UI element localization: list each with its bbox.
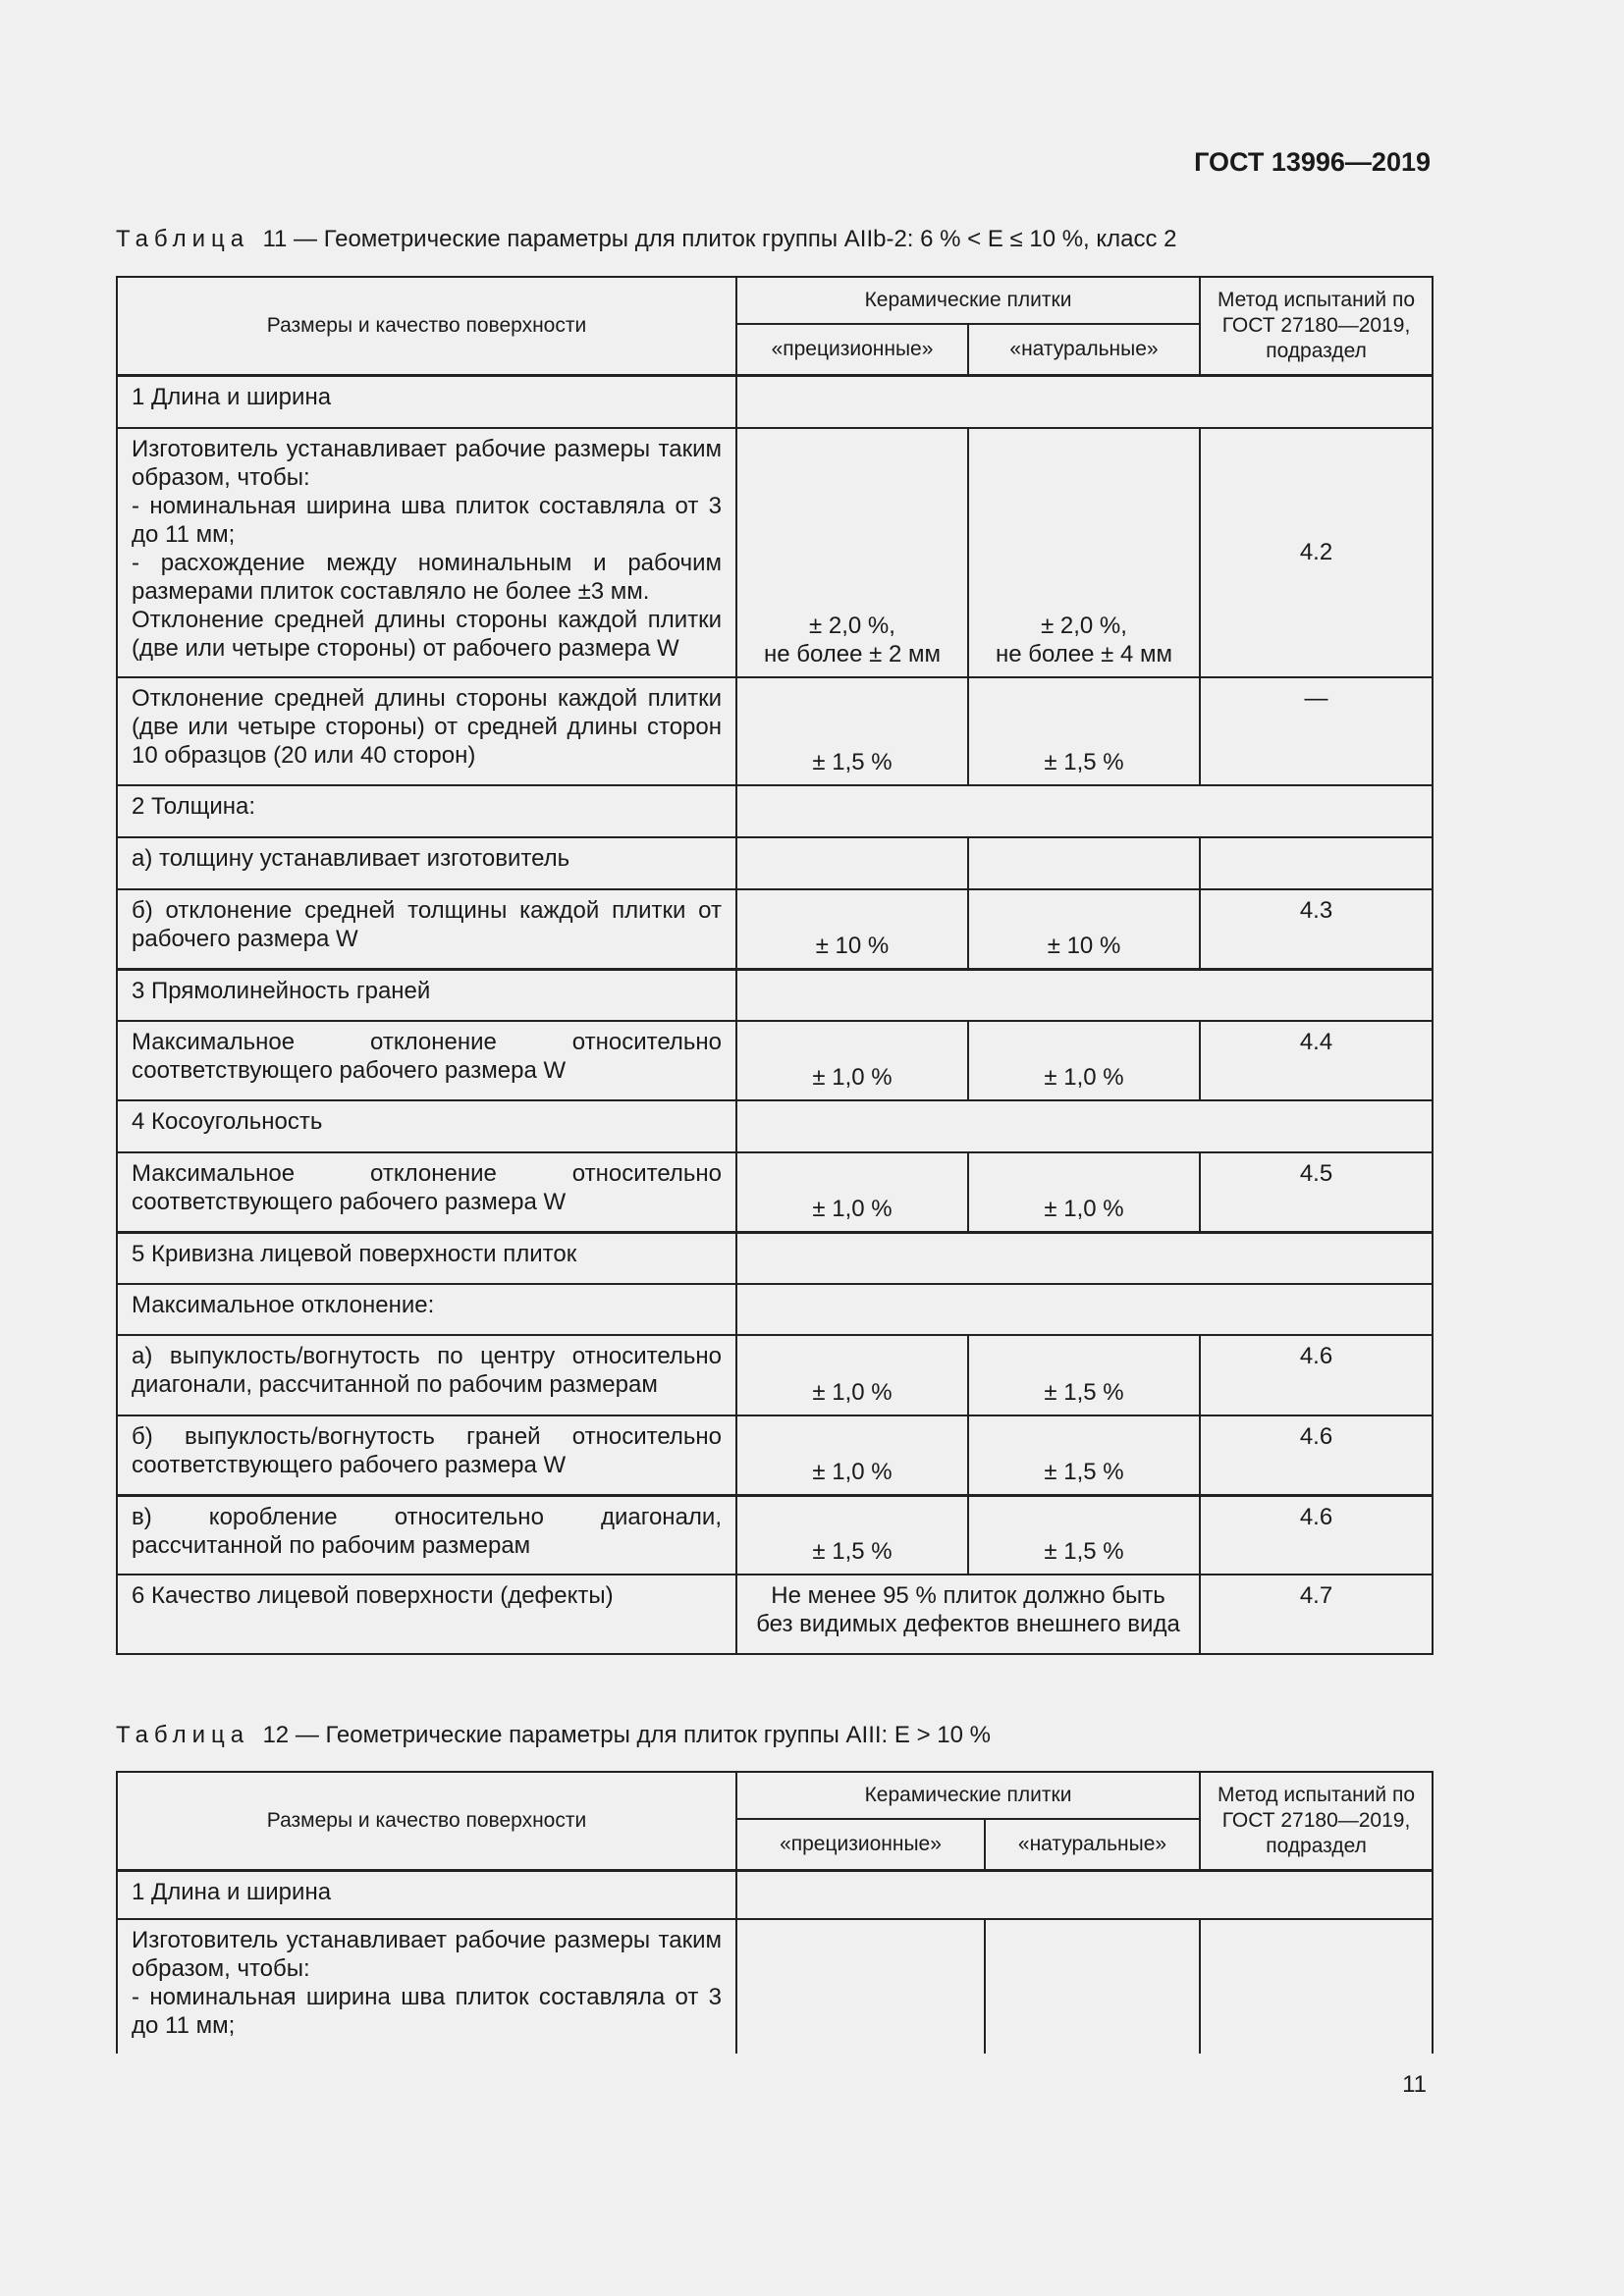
row-avg-length-text: Отклонение средней длины стороны каждой плитки (две или четыре стороны) от средней длины сторон 10 образцов (20 или 40 сторон) — [117, 677, 736, 785]
row-straightness-precision: ± 1,0 % — [736, 1021, 968, 1100]
header-test-method: Метод испытаний по ГОСТ 27180—2019, подраздел — [1200, 1772, 1433, 1870]
empty-cell — [1200, 1919, 1433, 2054]
row-edge-curvature-natural: ± 1,5 % — [968, 1415, 1200, 1495]
row-thickness-deviation-text: б) отклонение средней толщины каждой плитки от рабочего размера W — [117, 889, 736, 969]
row-working-size-text: Изготовитель устанавливает рабочие размеры таким образом, чтобы: - номинальная ширина шва плиток составляла от 3 до 11 мм; - расхождение между номинальным и рабочим размерами плиток составляло не более ±3 мм. Отклонение средней длины стороны каждой плитки (две или четыре стороны) от рабочего размера W — [117, 428, 736, 677]
table-11 — [116, 276, 1434, 1655]
header-dimensions: Размеры и качество поверхности — [117, 277, 736, 375]
header-ceramic-tiles: Керамические плитки — [736, 1772, 1200, 1819]
row-warpage-method: 4.6 — [1200, 1495, 1433, 1575]
empty-cell — [1200, 837, 1433, 889]
row-surface-quality-value: Не менее 95 % плиток должно быть без видимых дефектов внешнего вида — [736, 1575, 1200, 1654]
row-straightness-method: 4.4 — [1200, 1021, 1433, 1100]
page-number: 11 — [1402, 2071, 1427, 2098]
row-center-curvature-natural: ± 1,5 % — [968, 1335, 1200, 1415]
section-edge-straightness: 3 Прямолинейность граней — [117, 969, 736, 1021]
table-11-caption — [116, 226, 1177, 253]
table-12 — [116, 1771, 1434, 2054]
header-precision: «прецизионные» — [736, 1819, 985, 1870]
section-thickness: 2 Толщина: — [117, 785, 736, 837]
empty-cell — [736, 969, 1433, 1021]
caption-word: Таблица — [116, 1722, 250, 1748]
empty-cell — [736, 1870, 1433, 1919]
caption-text: 12 — Геометрические параметры для плиток группы AIII: E > 10 % — [262, 1722, 991, 1748]
row-rectangularity-method: 4.5 — [1200, 1152, 1433, 1232]
row-avg-length-method: — — [1200, 677, 1433, 785]
row-edge-curvature-method: 4.6 — [1200, 1415, 1433, 1495]
row-straightness-text: Максимальное отклонение относительно соответствующего рабочего размера W — [117, 1021, 736, 1100]
empty-cell — [736, 785, 1433, 837]
caption-word: Таблица — [116, 226, 250, 252]
row-edge-curvature-precision: ± 1,0 % — [736, 1415, 968, 1495]
row-working-size-text: Изготовитель устанавливает рабочие размеры таким образом, чтобы: - номинальная ширина шва плиток составляла от 3 до 11 мм; — [117, 1919, 736, 2054]
row-avg-length-natural: ± 1,5 % — [968, 677, 1200, 785]
row-working-size-method: 4.2 — [1200, 428, 1433, 677]
row-working-size-precision: ± 2,0 %, не более ± 2 мм — [736, 428, 968, 677]
empty-cell — [736, 1919, 985, 2054]
row-warpage-natural: ± 1,5 % — [968, 1495, 1200, 1575]
row-thickness-deviation-method: 4.3 — [1200, 889, 1433, 969]
row-center-curvature-text: а) выпуклость/вогнутость по центру относительно диагонали, рассчитанной по рабочим размерам — [117, 1335, 736, 1415]
header-ceramic-tiles: Керамические плитки — [736, 277, 1200, 324]
row-center-curvature-precision: ± 1,0 % — [736, 1335, 968, 1415]
document-id: ГОСТ 13996—2019 — [1194, 147, 1431, 177]
row-rectangularity-text: Максимальное отклонение относительно соответствующего рабочего размера W — [117, 1152, 736, 1232]
row-thickness-manufacturer: а) толщину устанавливает изготовитель — [117, 837, 736, 889]
row-edge-curvature-text: б) выпуклость/вогнутость граней относительно соответствующего рабочего размера W — [117, 1415, 736, 1495]
caption-text: 11 — Геометрические параметры для плиток группы AIIb-2: 6 % < E ≤ 10 %, класс 2 — [262, 226, 1177, 252]
row-rectangularity-natural: ± 1,0 % — [968, 1152, 1200, 1232]
section-length-width: 1 Длина и ширина — [117, 1870, 736, 1919]
row-warpage-text: в) коробление относительно диагонали, рассчитанной по рабочим размерам — [117, 1495, 736, 1575]
empty-cell — [736, 1284, 1433, 1335]
section-surface-quality: 6 Качество лицевой поверхности (дефекты) — [117, 1575, 736, 1654]
row-surface-quality-method: 4.7 — [1200, 1575, 1433, 1654]
section-surface-flatness: 5 Кривизна лицевой поверхности плиток — [117, 1232, 736, 1284]
header-natural: «натуральные» — [985, 1819, 1200, 1870]
table-12-caption — [116, 1722, 991, 1749]
empty-cell — [736, 1232, 1433, 1284]
header-precision: «прецизионные» — [736, 324, 968, 375]
empty-cell — [736, 1100, 1433, 1152]
row-rectangularity-precision: ± 1,0 % — [736, 1152, 968, 1232]
row-max-deviation-label: Максимальное отклонение: — [117, 1284, 736, 1335]
row-straightness-natural: ± 1,0 % — [968, 1021, 1200, 1100]
section-length-width: 1 Длина и ширина — [117, 375, 736, 428]
row-working-size-natural: ± 2,0 %, не более ± 4 мм — [968, 428, 1200, 677]
row-center-curvature-method: 4.6 — [1200, 1335, 1433, 1415]
row-avg-length-precision: ± 1,5 % — [736, 677, 968, 785]
empty-cell — [736, 375, 1433, 428]
empty-cell — [985, 1919, 1200, 2054]
row-warpage-precision: ± 1,5 % — [736, 1495, 968, 1575]
row-thickness-deviation-precision: ± 10 % — [736, 889, 968, 969]
header-dimensions: Размеры и качество поверхности — [117, 1772, 736, 1870]
section-rectangularity: 4 Косоугольность — [117, 1100, 736, 1152]
empty-cell — [968, 837, 1200, 889]
row-thickness-deviation-natural: ± 10 % — [968, 889, 1200, 969]
empty-cell — [736, 837, 968, 889]
header-natural: «натуральные» — [968, 324, 1200, 375]
header-test-method: Метод испытаний по ГОСТ 27180—2019, подраздел — [1200, 277, 1433, 375]
